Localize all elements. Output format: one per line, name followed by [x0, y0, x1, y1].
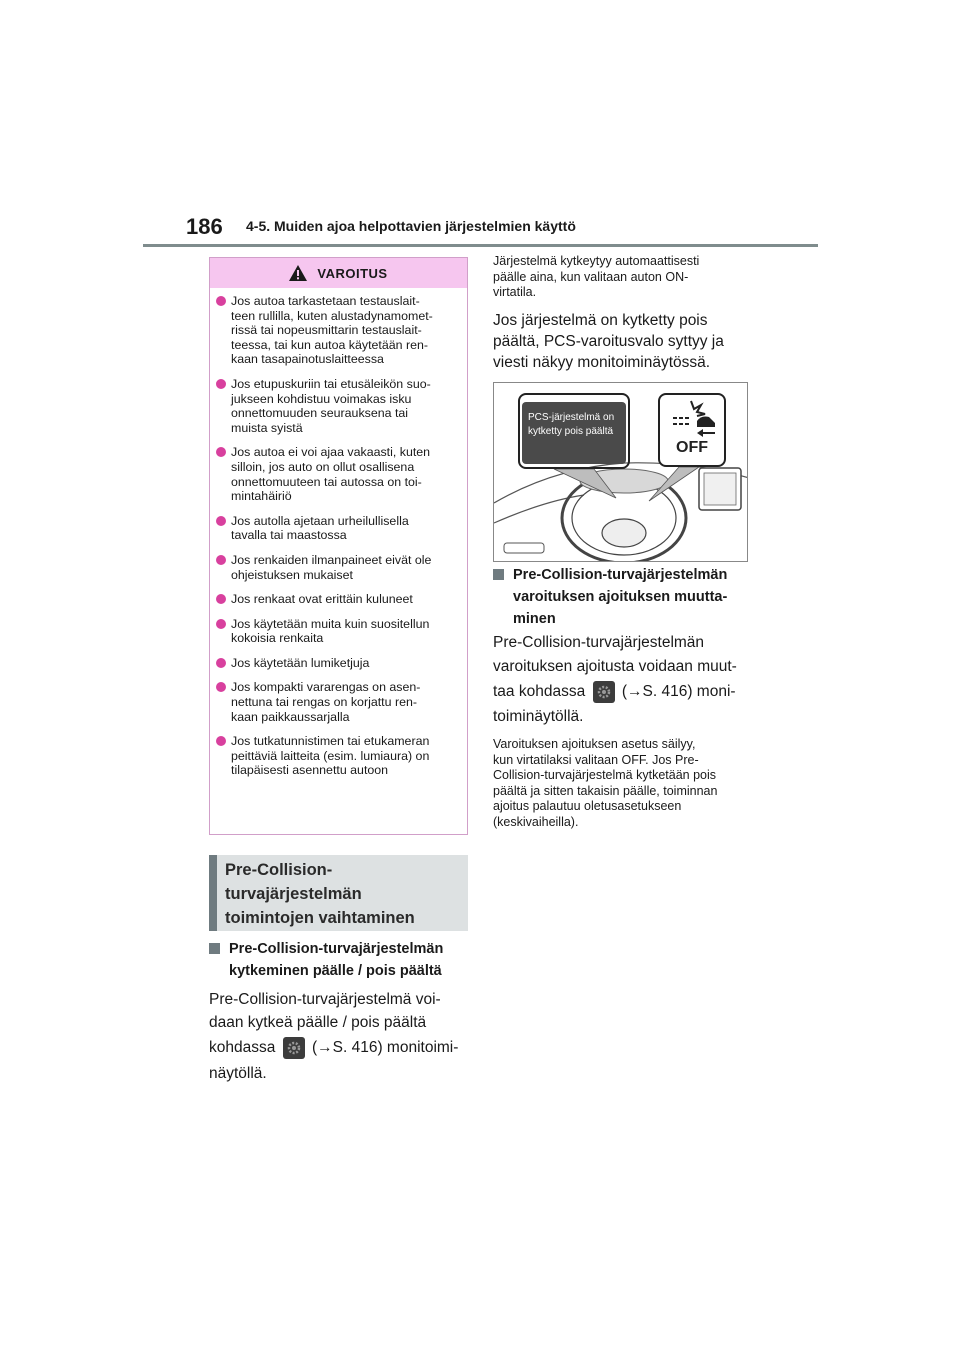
- warning-item-line: Jos etupuskuriin tai etusäleikön suo-: [231, 376, 431, 391]
- right-body-line: varoituksen ajoitusta voidaan muut-: [493, 658, 737, 675]
- warning-item: [216, 294, 459, 367]
- section-title: 4-5. Muiden ajoa helpottavien järjestelmien käyttö: [246, 218, 576, 234]
- timing-note-line: päältä ja sitten takaisin päälle, toiminnan: [493, 783, 718, 798]
- intro-mid-line: päältä, PCS-varoitusvalo syttyy ja: [493, 333, 724, 350]
- warning-item-line: jukseen kohdistuu voimakas isku: [231, 391, 412, 406]
- bullet-icon: [216, 555, 226, 565]
- settings-gear-icon: [593, 681, 615, 703]
- warning-item-line: Jos autoa tarkastetaan testauslait-: [231, 294, 420, 308]
- warning-item-line: Jos autoa ei voi ajaa vakaasti, kuten: [231, 445, 431, 460]
- warning-item-line: onnettomuuden seurauksena tai: [231, 406, 409, 421]
- left-body-text: kohdassa: [209, 1039, 276, 1057]
- warning-item-line: kaan paikkaussarjalla: [231, 709, 350, 724]
- left-subheading: [209, 938, 471, 982]
- right-body-text: (→S. 416) moni-: [621, 683, 736, 701]
- warning-item: [216, 514, 459, 543]
- bullet-icon: [216, 296, 226, 306]
- warning-title: VAROITUS: [317, 265, 388, 281]
- topic-line: turvajärjestelmän: [225, 885, 362, 903]
- multi-information-display-message: [522, 402, 626, 464]
- timing-note-line: Varoituksen ajoituksen asetus säilyy,: [493, 737, 696, 751]
- bullet-icon: [216, 619, 226, 629]
- bullet-icon: [216, 594, 226, 604]
- warning-header: [210, 258, 467, 288]
- warning-item: [216, 680, 459, 724]
- warning-item-line: kokoisia renkaita: [231, 631, 324, 646]
- right-body-line: Pre-Collision-turvajärjestelmän: [493, 634, 705, 651]
- display-message-line: kytketty pois päältä: [528, 426, 614, 437]
- warning-item-line: Jos käytetään lumiketjuja: [231, 655, 370, 670]
- warning-item-line: ohjeistuksen mukaiset: [231, 567, 353, 582]
- right-body-line: [493, 681, 736, 703]
- warning-item-line: nettuna tai rengas on korjattu ren-: [231, 695, 417, 710]
- warning-item-line: mintahäiriö: [231, 489, 292, 504]
- warning-item-line: kaan tasapainotuslaitteessa: [231, 352, 384, 367]
- left-body-line: Pre-Collision-turvajärjestelmä voi-: [209, 991, 441, 1008]
- bullet-icon: [216, 379, 226, 389]
- warning-item-line: Jos kompakti vararengas on asen-: [231, 680, 421, 695]
- subheading-line: kytkeminen päälle / pois päältä: [229, 963, 442, 979]
- pcs-warning-icon: [661, 397, 725, 441]
- settings-gear-icon: [283, 1037, 305, 1059]
- intro-small: [493, 254, 699, 301]
- topic-line: Pre-Collision-: [225, 861, 333, 879]
- intro-small-line: päälle aina, kun valitaan auton ON-: [493, 269, 689, 284]
- left-body-text: (→S. 416) monitoimi-: [311, 1039, 459, 1057]
- warning-box: [209, 257, 468, 835]
- warning-item-line: silloin, jos auto on ollut osallisena: [231, 459, 415, 474]
- warning-list: [210, 288, 467, 778]
- subheading-line: varoituksen ajoituksen muutta-: [513, 589, 728, 605]
- warning-item-line: Jos tutkatunnistimen tai etukameran: [231, 734, 430, 749]
- dashboard-illustration: [493, 382, 748, 562]
- intro-mid-line: viesti näkyy monitoiminäytössä.: [493, 354, 711, 371]
- warning-item-line: muista syistä: [231, 420, 303, 435]
- intro-small-line: virtatila.: [493, 285, 537, 300]
- timing-note-line: ajoitus palautuu oletusasetukseen: [493, 799, 682, 814]
- warning-triangle-icon: [289, 265, 307, 281]
- pcs-indicator-frame: [658, 393, 726, 467]
- left-body-line: [209, 1037, 458, 1059]
- right-body-line: toiminäytöllä.: [493, 708, 584, 725]
- warning-item-line: Jos renkaat ovat erittäin kuluneet: [231, 592, 413, 607]
- right-body-text: taa kohdassa: [493, 683, 586, 701]
- warning-item-line: teen rullilla, kuten alustadynamomet-: [231, 308, 433, 323]
- warning-item-line: tavalla tai maastossa: [231, 528, 347, 543]
- left-body-line: näytöllä.: [209, 1065, 267, 1082]
- warning-item: [216, 592, 459, 607]
- bullet-icon: [216, 682, 226, 692]
- bullet-icon: [216, 736, 226, 746]
- topic-box: [209, 855, 468, 931]
- subheading-square-icon: [493, 569, 504, 580]
- intro-mid-line: Jos järjestelmä on kytketty pois: [493, 312, 708, 329]
- bullet-icon: [216, 447, 226, 457]
- timing-note-line: Collision-turvajärjestelmä kytketään pois: [493, 768, 717, 783]
- subheading-line: Pre-Collision-turvajärjestelmän: [513, 567, 728, 583]
- subheading-square-icon: [209, 943, 220, 954]
- intro-mid: [493, 310, 724, 373]
- display-message-line: PCS-järjestelmä on: [528, 412, 615, 423]
- intro-small-line: Järjestelmä kytkeytyy automaattisesti: [493, 254, 700, 268]
- warning-item: [216, 553, 459, 582]
- left-body-line: daan kytkeä päälle / pois päältä: [209, 1014, 427, 1031]
- timing-note-line: (keskivaiheilla).: [493, 814, 579, 829]
- subheading-line: minen: [513, 611, 556, 627]
- warning-item-line: Jos autolla ajetaan urheilullisella: [231, 513, 409, 528]
- warning-item: [216, 445, 459, 503]
- warning-item: [216, 377, 459, 435]
- timing-note: [493, 737, 717, 831]
- pcs-off-label: OFF: [676, 439, 708, 456]
- warning-item-line: Jos renkaiden ilmanpaineet eivät ole: [231, 552, 432, 567]
- topic-line: toimintojen vaihtaminen: [225, 909, 415, 927]
- warning-item: [216, 656, 459, 671]
- warning-item: [216, 734, 459, 778]
- subheading-line: Pre-Collision-turvajärjestelmän: [229, 941, 444, 957]
- right-subheading: [493, 564, 755, 630]
- bullet-icon: [216, 516, 226, 526]
- warning-item-line: peittäviä laitteita (esim. lumiaura) on: [231, 748, 430, 763]
- warning-item-line: tilapäisesti asennettu autoon: [231, 763, 389, 778]
- timing-note-line: kun virtatilaksi valitaan OFF. Jos Pre-: [493, 752, 699, 767]
- warning-item-line: onnettomuuteen tai autossa on toi-: [231, 474, 422, 489]
- header-rule: [143, 244, 818, 247]
- warning-item-line: Jos käytetään muita kuin suositellun: [231, 616, 430, 631]
- warning-item-line: rissä tai nopeusmittarin testauslait-: [231, 323, 422, 338]
- page-number: 186: [186, 214, 223, 239]
- bullet-icon: [216, 658, 226, 668]
- warning-item-line: teessa, tai kun autoa käytetään ren-: [231, 337, 428, 352]
- warning-item: [216, 617, 459, 646]
